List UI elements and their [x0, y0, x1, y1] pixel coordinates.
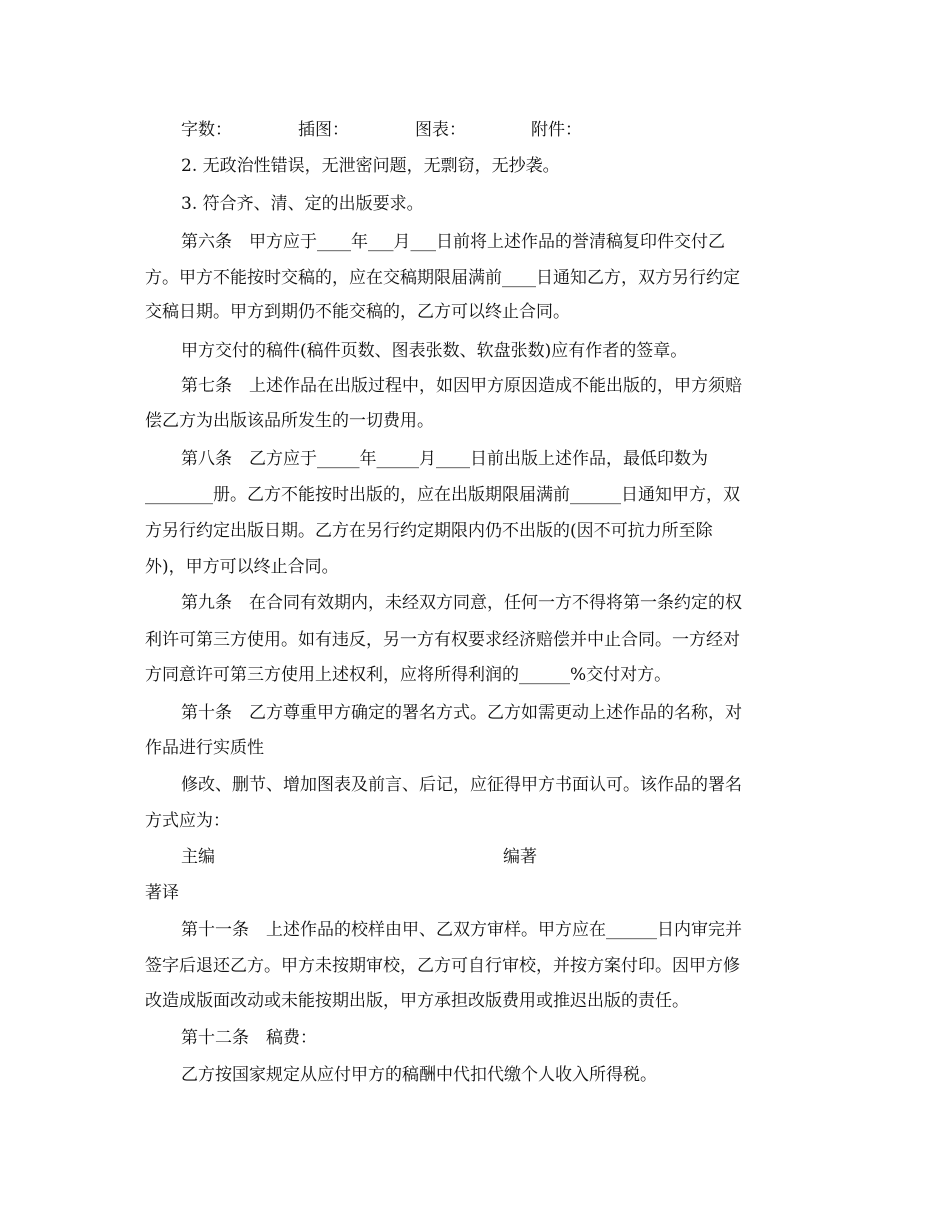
illustrations-label: 插图：	[298, 120, 349, 140]
article-11-line-3: 改造成版面改动或未能按期出版，甲方承担改版费用或推迟出版的责任。	[145, 991, 689, 1011]
item-2: 2. 无政治性错误，无泄密问题，无剽窃，无抄袭。	[181, 156, 560, 176]
article-6-line-2: 方。甲方不能按时交稿的，应在交稿期限届满前____日通知乙方，双方另行约定	[145, 268, 740, 288]
compiled-label: 编著	[503, 847, 537, 867]
article-12-heading: 第十二条 稿费：	[181, 1028, 317, 1048]
charts-label: 图表：	[415, 120, 466, 140]
article-10-line-1: 第十条 乙方尊重甲方确定的署名方式。乙方如需更动上述作品的名称，对	[181, 703, 742, 723]
article-6-line-1: 第六条 甲方应于____年___月___日前将上述作品的誉清稿复印件交付乙	[181, 232, 725, 252]
article-10-cont-line-2: 方式应为：	[145, 811, 230, 831]
article-10-cont-line-1: 修改、删节、增加图表及前言、后记，应征得甲方书面认可。该作品的署名	[181, 775, 742, 795]
word-count-label: 字数：	[181, 120, 232, 140]
article-8-line-4: 外)，甲方可以终止合同。	[145, 557, 339, 577]
article-6-note: 甲方交付的稿件(稿件页数、图表张数、软盘张数)应有作者的签章。	[181, 341, 688, 361]
article-8-line-2: ________册。乙方不能按时出版的，应在出版期限届满前______日通知甲方，双	[145, 485, 740, 505]
item-3: 3. 符合齐、清、定的出版要求。	[181, 194, 424, 214]
article-9-line-3: 方同意许可第三方使用上述权利，应将所得利润的______%交付对方。	[145, 665, 672, 685]
article-12-text: 乙方按国家规定从应付甲方的稿酬中代扣代缴个人收入所得税。	[181, 1065, 657, 1085]
article-11-line-1: 第十一条 上述作品的校样由甲、乙双方审样。甲方应在______日内审完并	[181, 920, 742, 940]
article-8-line-1: 第八条 乙方应于_____年_____月____日前出版上述作品，最低印数为	[181, 449, 708, 469]
article-11-line-2: 签字后退还乙方。甲方未按期审校，乙方可自行审校，并按方案付印。因甲方修	[145, 956, 740, 976]
attachments-label: 附件：	[531, 120, 582, 140]
article-10-line-2: 作品进行实质性	[145, 738, 264, 758]
article-7-line-1: 第七条 上述作品在出版过程中，如因甲方原因造成不能出版的，甲方须赔	[181, 376, 742, 396]
article-9-line-1: 第九条 在合同有效期内，未经双方同意，任何一方不得将第一条约定的权	[181, 593, 742, 613]
article-9-line-2: 利许可第三方使用。如有违反，另一方有权要求经济赔偿并中止合同。一方经对	[145, 630, 740, 650]
article-7-line-2: 偿乙方为出版该品所发生的一切费用。	[145, 411, 434, 431]
article-8-line-3: 方另行约定出版日期。乙方在另行约定期限内仍不出版的(因不可抗力所至除	[145, 521, 713, 541]
translated-label: 著译	[145, 883, 179, 903]
chief-editor-label: 主编	[181, 847, 215, 867]
article-6-line-3: 交稿日期。甲方到期仍不能交稿的，乙方可以终止合同。	[145, 302, 570, 322]
